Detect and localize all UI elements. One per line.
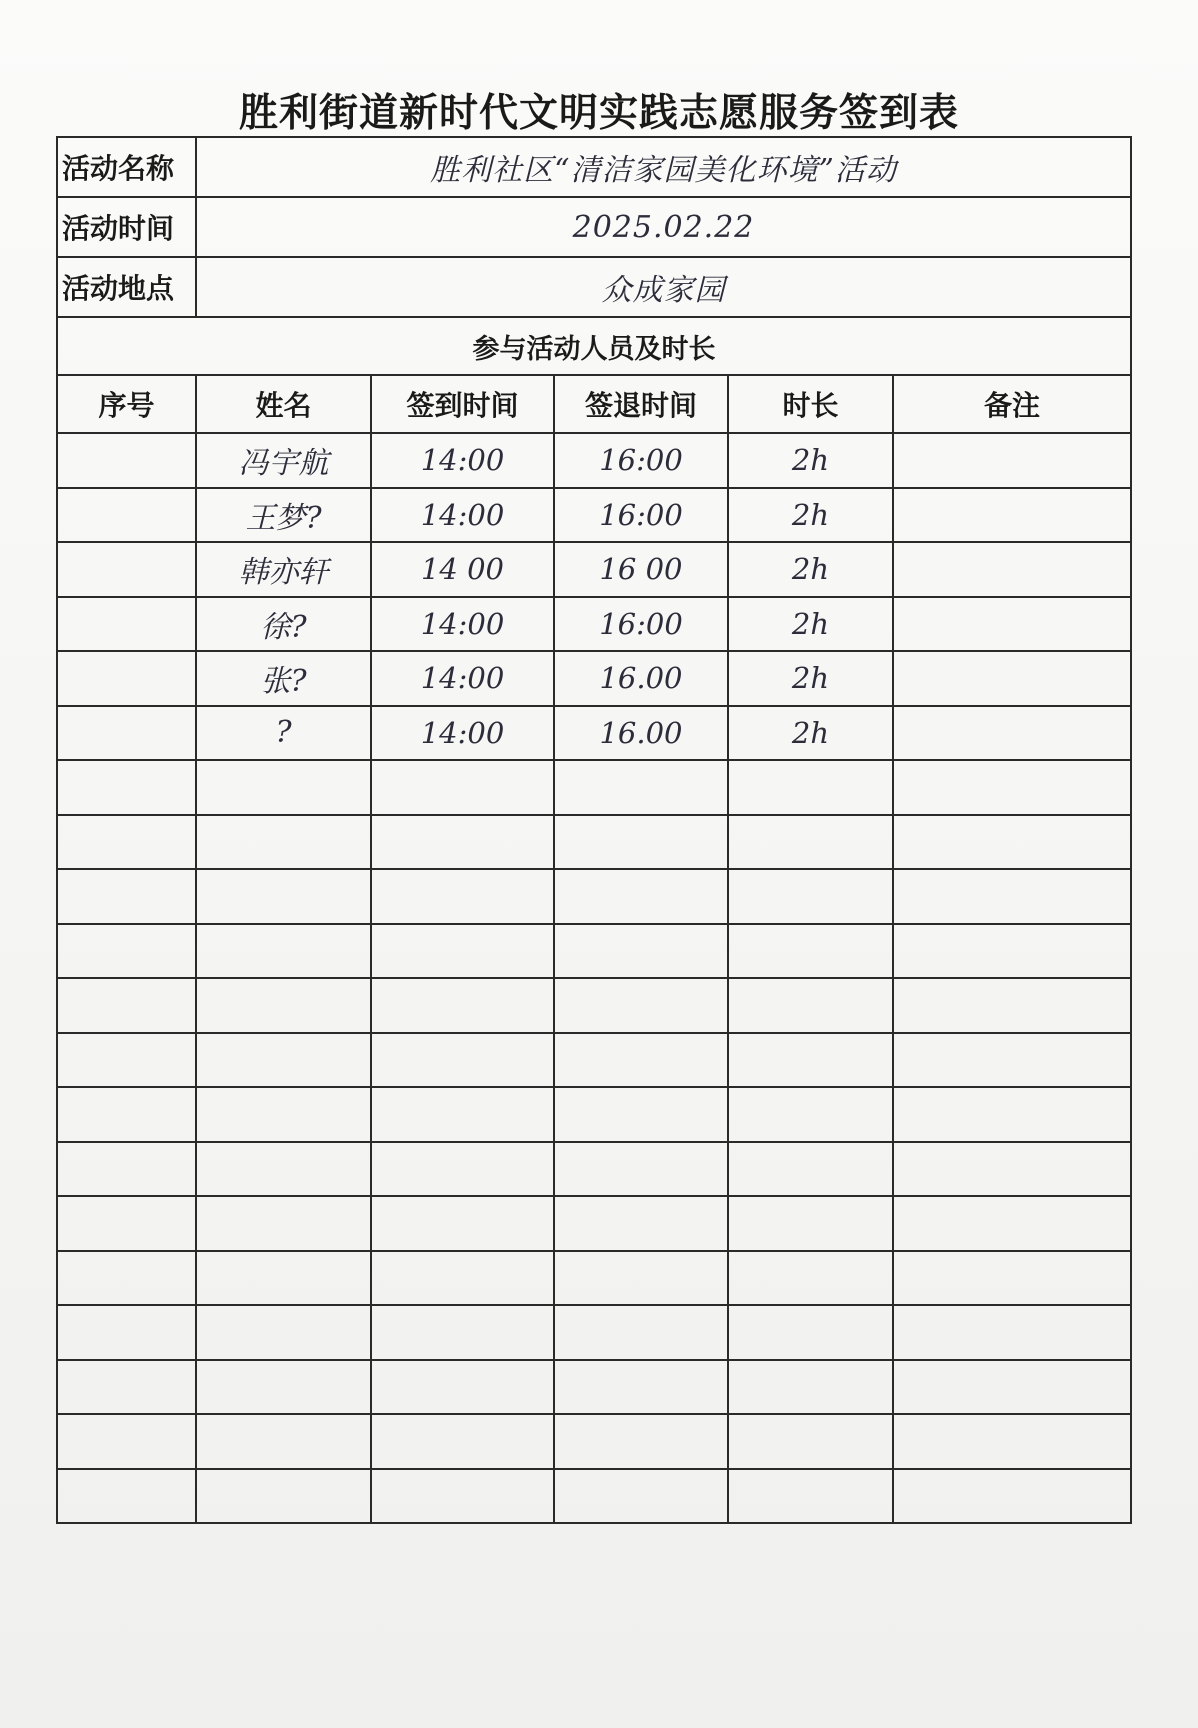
- sign-in-time-cell: [371, 978, 554, 1033]
- sign-out-time-cell: [554, 869, 728, 924]
- name-cell: 王梦?: [196, 488, 371, 543]
- table-row: [57, 924, 1131, 979]
- col-header-sign-in: 签到时间: [371, 375, 554, 433]
- column-header-row: [57, 375, 1131, 433]
- note-cell: [893, 1305, 1131, 1360]
- sign-in-time-cell: [371, 869, 554, 924]
- duration-cell: 2h: [728, 542, 893, 597]
- duration-cell: [728, 1360, 893, 1415]
- name-cell: [196, 1251, 371, 1306]
- duration-cell: [728, 1414, 893, 1469]
- table-row: [57, 1360, 1131, 1415]
- activity-name-value: 胜利社区“清洁家园美化环境”活动: [196, 137, 1131, 197]
- page-title: 胜利街道新时代文明实践志愿服务签到表: [238, 91, 959, 136]
- row-number-cell: [57, 1251, 196, 1306]
- sign-out-time-cell: 16 00: [554, 542, 728, 597]
- name-cell: 韩亦轩: [196, 542, 371, 597]
- row-number-cell: [57, 760, 196, 815]
- table-row: [57, 869, 1131, 924]
- duration-cell: 2h: [728, 597, 893, 652]
- table-row: [57, 978, 1131, 1033]
- note-cell: [893, 978, 1131, 1033]
- activity-place-label: 活动地点: [57, 257, 196, 317]
- name-cell: [196, 1469, 371, 1524]
- sign-out-time-cell: 16.00: [554, 651, 728, 706]
- sign-out-time-cell: [554, 760, 728, 815]
- note-cell: [893, 760, 1131, 815]
- form-table: [56, 136, 1132, 1524]
- name-cell: [196, 1305, 371, 1360]
- participants-heading-row: [57, 317, 1131, 375]
- row-number-cell: [57, 978, 196, 1033]
- note-cell: [893, 924, 1131, 979]
- sign-in-time-cell: [371, 1360, 554, 1415]
- activity-time-row: [57, 197, 1131, 257]
- duration-cell: 2h: [728, 706, 893, 761]
- note-cell: [893, 651, 1131, 706]
- table-row: [57, 651, 1131, 706]
- row-number-cell: [57, 869, 196, 924]
- activity-place-row: [57, 257, 1131, 317]
- note-cell: [893, 1360, 1131, 1415]
- note-cell: [893, 1469, 1131, 1524]
- note-cell: [893, 1142, 1131, 1197]
- duration-cell: [728, 760, 893, 815]
- sign-in-time-cell: [371, 1033, 554, 1088]
- col-header-duration: 时长: [728, 375, 893, 433]
- note-cell: [893, 597, 1131, 652]
- name-cell: [196, 1033, 371, 1088]
- table-row: [57, 1414, 1131, 1469]
- row-number-cell: [57, 1033, 196, 1088]
- row-number-cell: [57, 597, 196, 652]
- activity-time-value: 2025.02.22: [196, 197, 1131, 257]
- table-row: [57, 760, 1131, 815]
- col-header-no: 序号: [57, 375, 196, 433]
- duration-cell: [728, 815, 893, 870]
- name-cell: [196, 924, 371, 979]
- table-row: [57, 433, 1131, 488]
- sign-in-time-cell: [371, 760, 554, 815]
- name-cell: 张?: [196, 651, 371, 706]
- table-row: [57, 1142, 1131, 1197]
- name-cell: ?: [196, 706, 371, 761]
- duration-cell: 2h: [728, 433, 893, 488]
- sign-in-time-cell: [371, 815, 554, 870]
- table-row: [57, 1033, 1131, 1088]
- row-number-cell: [57, 1087, 196, 1142]
- sign-out-time-cell: [554, 978, 728, 1033]
- sign-in-time-cell: 14:00: [371, 651, 554, 706]
- duration-cell: [728, 869, 893, 924]
- duration-cell: [728, 1196, 893, 1251]
- name-cell: [196, 1087, 371, 1142]
- sign-in-time-cell: 14:00: [371, 488, 554, 543]
- note-cell: [893, 869, 1131, 924]
- table-row: [57, 1469, 1131, 1524]
- sign-in-time-cell: 14:00: [371, 706, 554, 761]
- table-row: [57, 815, 1131, 870]
- sign-out-time-cell: [554, 1251, 728, 1306]
- participants-heading: 参与活动人员及时长: [57, 317, 1131, 375]
- duration-cell: 2h: [728, 651, 893, 706]
- sign-in-time-cell: 14:00: [371, 597, 554, 652]
- row-number-cell: [57, 542, 196, 597]
- table-row: [57, 1251, 1131, 1306]
- name-cell: [196, 978, 371, 1033]
- sign-in-time-cell: [371, 1469, 554, 1524]
- sign-in-time-cell: [371, 1087, 554, 1142]
- row-number-cell: [57, 651, 196, 706]
- row-number-cell: [57, 1469, 196, 1524]
- sign-out-time-cell: [554, 924, 728, 979]
- sign-out-time-cell: [554, 1305, 728, 1360]
- duration-cell: [728, 924, 893, 979]
- duration-cell: [728, 1469, 893, 1524]
- duration-cell: [728, 978, 893, 1033]
- name-cell: [196, 1414, 371, 1469]
- sign-out-time-cell: [554, 815, 728, 870]
- col-header-name: 姓名: [196, 375, 371, 433]
- note-cell: [893, 706, 1131, 761]
- sign-in-time-cell: [371, 1142, 554, 1197]
- row-number-cell: [57, 706, 196, 761]
- sign-out-time-cell: [554, 1360, 728, 1415]
- col-header-note: 备注: [893, 375, 1131, 433]
- duration-cell: [728, 1087, 893, 1142]
- sign-in-time-cell: [371, 1414, 554, 1469]
- name-cell: [196, 815, 371, 870]
- sign-out-time-cell: [554, 1196, 728, 1251]
- note-cell: [893, 488, 1131, 543]
- sign-in-time-cell: [371, 1305, 554, 1360]
- row-number-cell: [57, 433, 196, 488]
- sign-out-time-cell: [554, 1469, 728, 1524]
- sign-out-time-cell: [554, 1414, 728, 1469]
- name-cell: 徐?: [196, 597, 371, 652]
- activity-name-row: [57, 137, 1131, 197]
- sign-out-time-cell: 16:00: [554, 433, 728, 488]
- row-number-cell: [57, 815, 196, 870]
- note-cell: [893, 1251, 1131, 1306]
- name-cell: [196, 1196, 371, 1251]
- duration-cell: 2h: [728, 488, 893, 543]
- note-cell: [893, 1087, 1131, 1142]
- sign-out-time-cell: 16:00: [554, 597, 728, 652]
- duration-cell: [728, 1305, 893, 1360]
- row-number-cell: [57, 1196, 196, 1251]
- note-cell: [893, 1033, 1131, 1088]
- table-row: [57, 542, 1131, 597]
- activity-name-label: 活动名称: [57, 137, 196, 197]
- name-cell: [196, 1360, 371, 1415]
- duration-cell: [728, 1033, 893, 1088]
- sign-out-time-cell: 16:00: [554, 488, 728, 543]
- table-row: [57, 1087, 1131, 1142]
- duration-cell: [728, 1142, 893, 1197]
- table-row: [57, 1305, 1131, 1360]
- row-number-cell: [57, 1360, 196, 1415]
- table-row: [57, 1196, 1131, 1251]
- note-cell: [893, 542, 1131, 597]
- name-cell: [196, 1142, 371, 1197]
- sign-in-time-cell: [371, 924, 554, 979]
- row-number-cell: [57, 924, 196, 979]
- activity-time-label: 活动时间: [57, 197, 196, 257]
- sign-in-time-cell: 14:00: [371, 433, 554, 488]
- row-number-cell: [57, 1142, 196, 1197]
- row-number-cell: [57, 488, 196, 543]
- sign-out-time-cell: [554, 1087, 728, 1142]
- note-cell: [893, 1414, 1131, 1469]
- row-number-cell: [57, 1414, 196, 1469]
- name-cell: [196, 760, 371, 815]
- sign-in-time-cell: [371, 1251, 554, 1306]
- sign-in-time-cell: 14 00: [371, 542, 554, 597]
- table-row: [57, 488, 1131, 543]
- col-header-sign-out: 签退时间: [554, 375, 728, 433]
- note-cell: [893, 815, 1131, 870]
- sign-out-time-cell: [554, 1033, 728, 1088]
- table-row: [57, 706, 1131, 761]
- note-cell: [893, 1196, 1131, 1251]
- table-row: [57, 597, 1131, 652]
- activity-place-value: 众成家园: [196, 257, 1131, 317]
- name-cell: [196, 869, 371, 924]
- sign-out-time-cell: [554, 1142, 728, 1197]
- row-number-cell: [57, 1305, 196, 1360]
- note-cell: [893, 433, 1131, 488]
- duration-cell: [728, 1251, 893, 1306]
- name-cell: 冯宇航: [196, 433, 371, 488]
- sign-in-time-cell: [371, 1196, 554, 1251]
- sign-out-time-cell: 16.00: [554, 706, 728, 761]
